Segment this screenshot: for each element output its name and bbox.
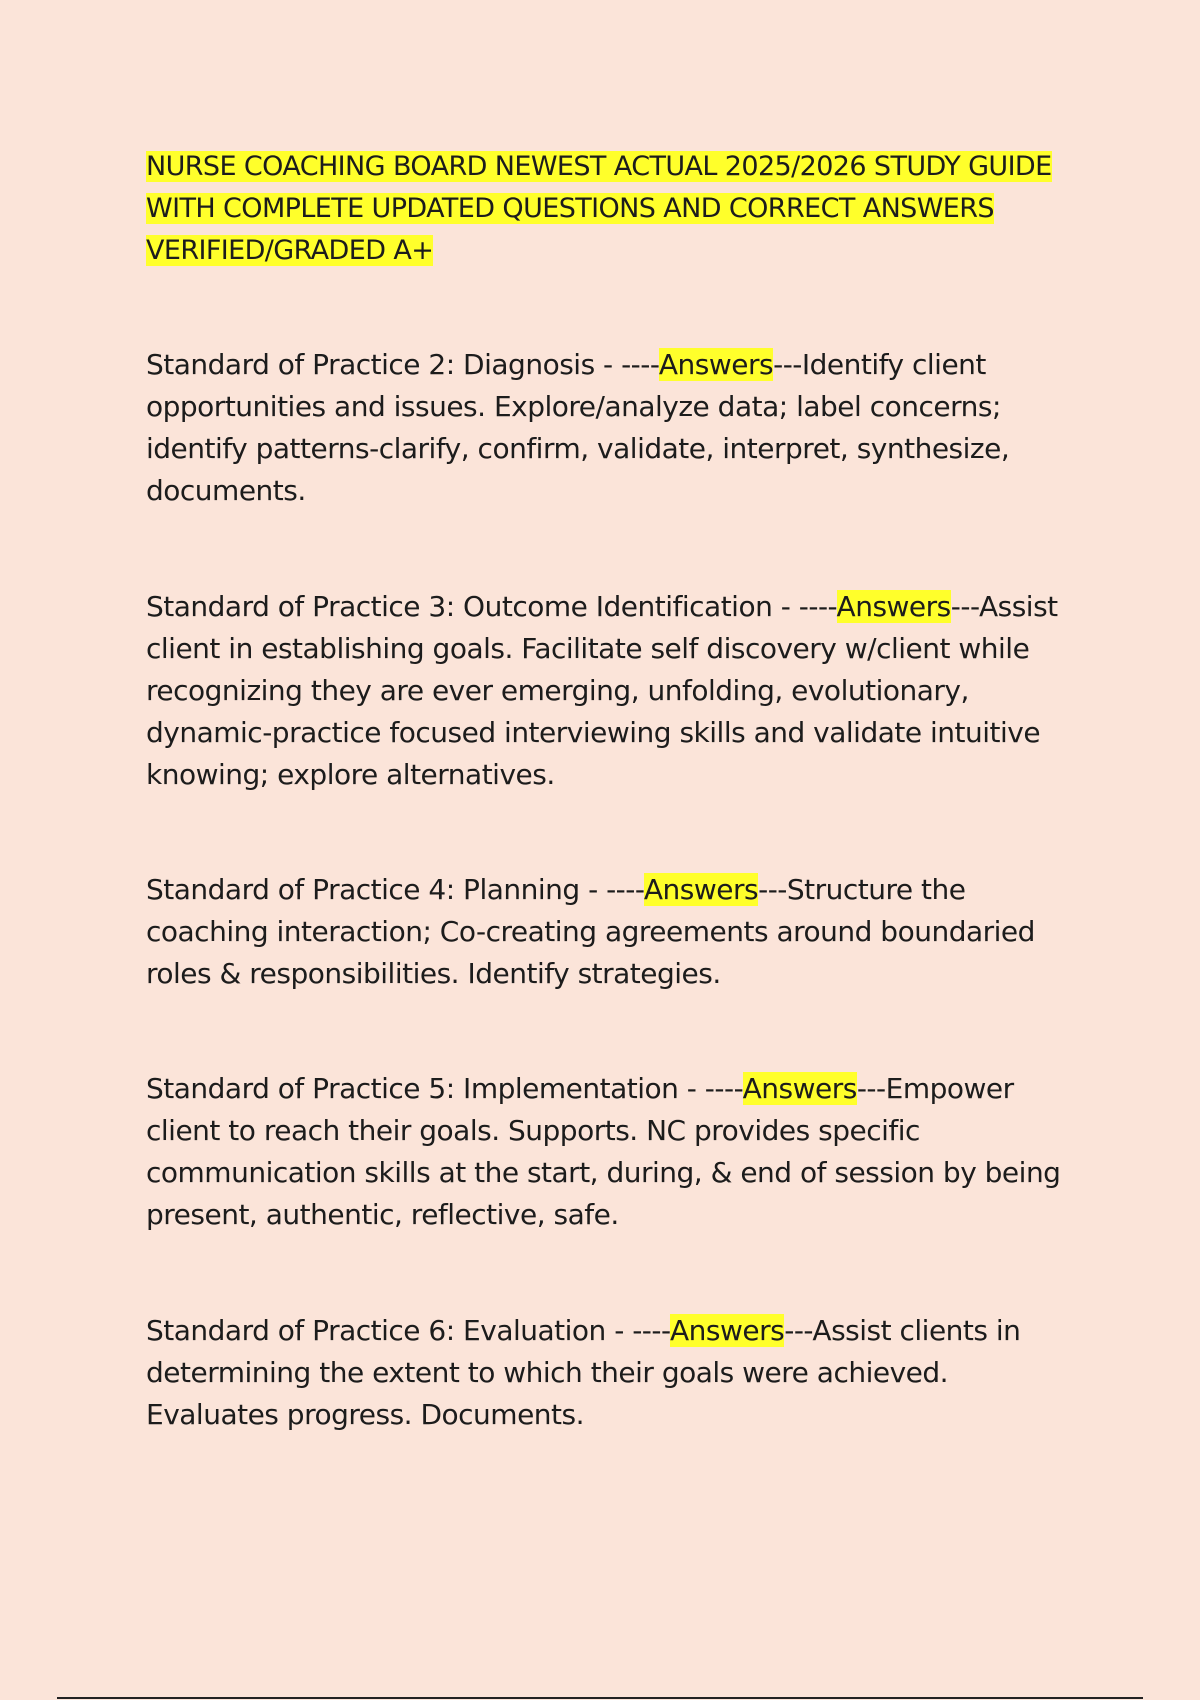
answers-keyword: Answers [658,348,774,381]
entry-answer: ---Assist client in establishing goals. Facilitate self discovery w/client while recognizing they are ever emerging, unfolding, evolutionary, dynamic-practice focused interviewing skills and validate intuitive knowing; explore alternatives. [146,590,1058,791]
answers-keyword: Answers [670,1314,785,1347]
answers-keyword: Answers [742,1072,857,1105]
entry-question: Standard of Practice 5: Implementation - ---- [146,1072,743,1105]
entry-answer: ---Assist clients in determining the extent to which their goals were achieved. Evaluates progress. Documents. [146,1314,1021,1431]
entry-answer: ---Identify client opportunities and issues. Explore/analyze data; label concerns; identify patterns-clarify, confirm, validate, interpret, synthesize, documents. [146,348,1010,507]
entry-question: Standard of Practice 2: Diagnosis - ---- [146,348,659,381]
entry-question: Standard of Practice 6: Evaluation - ---- [146,1314,670,1347]
entry-answer: ---Empower client to reach their goals. Supports. NC provides specific communication skills at the start, during, & end of session by being present, authentic, reflective, safe. [146,1072,1061,1231]
answers-keyword: Answers [643,873,759,906]
answers-keyword: Answers [836,590,951,623]
document-title-text: NURSE COACHING BOARD NEWEST ACTUAL 2025/2026 STUDY GUIDE WITH COMPLETE UPDATED QUESTIONS AND CORRECT ANSWERS VERIFIED/GRADED A+ [146,151,1052,266]
entry-practice-4 [146,869,1076,995]
document-title [146,146,1076,272]
entry-answer: ---Structure the coaching interaction; Co-creating agreements around boundaried roles & responsibilities. Identify strategies. [146,873,1035,990]
entry-question: Standard of Practice 4: Planning - ---- [146,873,644,906]
entry-practice-3 [146,586,1076,796]
entry-question: Standard of Practice 3: Outcome Identification - ---- [146,590,837,623]
entry-practice-6 [146,1310,1076,1436]
entry-practice-2 [146,344,1076,512]
footer-divider [57,1697,1143,1699]
entry-practice-5 [146,1068,1076,1236]
